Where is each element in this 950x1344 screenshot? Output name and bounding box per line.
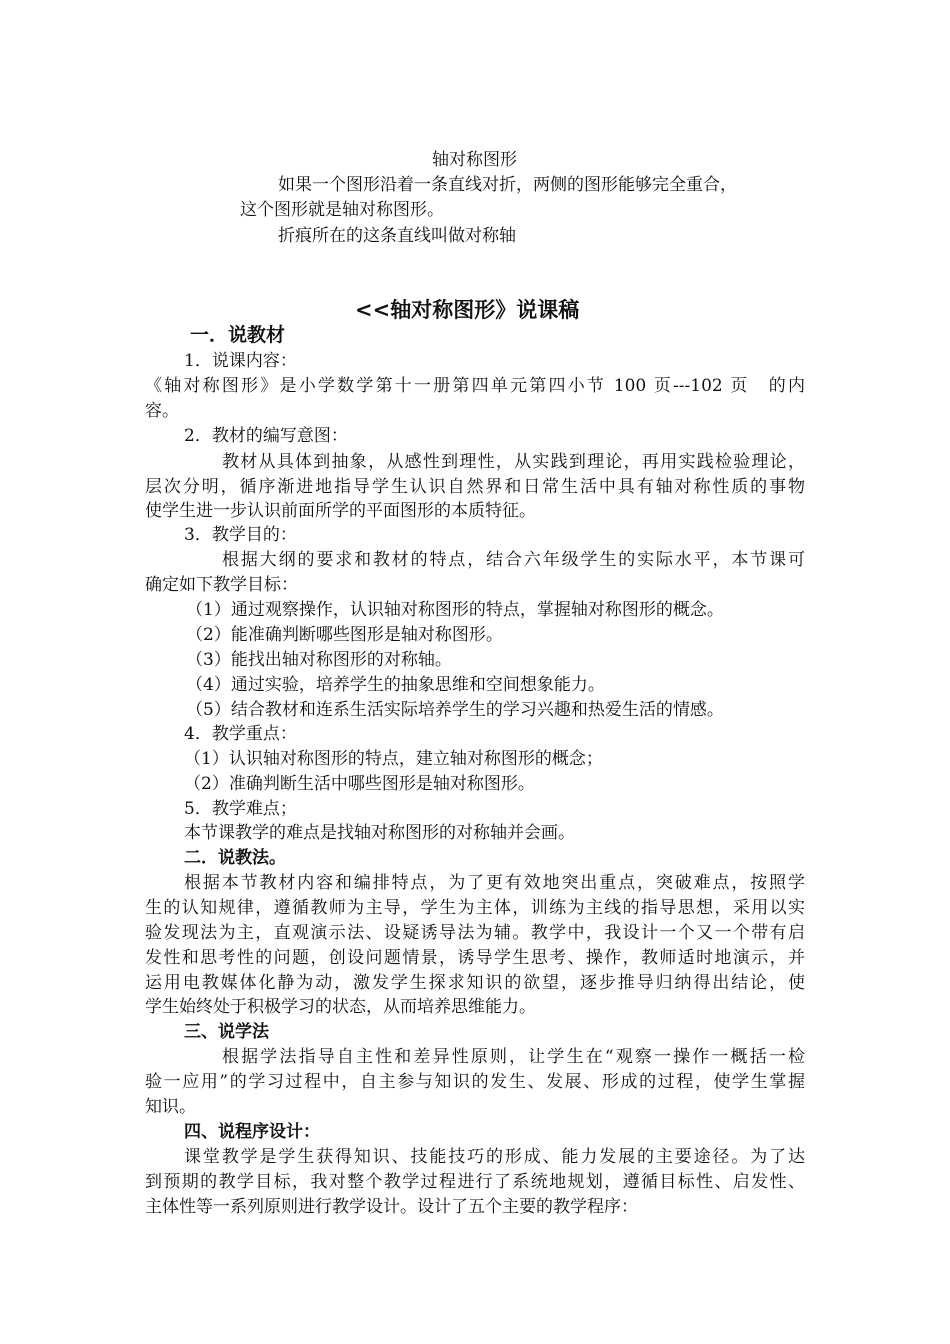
paragraph-line: 本节课教学的难点是找轴对称图形的对称轴并会画。: [184, 823, 575, 843]
list-item: （2）能准确判断哪些图形是轴对称图形。: [186, 625, 503, 645]
document-title: <<轴对称图形》说课稿: [355, 297, 580, 322]
paragraph-line: 到预期的教学目标，我对整个教学过程进行了系统地规划，遵循目标性、启发性、: [145, 1172, 805, 1192]
section-heading: 二．说教法。: [184, 848, 286, 868]
subsection-label: 5．教学难点；: [184, 799, 297, 819]
section-heading: 一．说教材: [190, 324, 286, 346]
list-item: （1）认识轴对称图形的特点，建立轴对称图形的概念；: [184, 749, 603, 769]
intro-line: 如果一个图形沿着一条直线对折，两侧的图形能够完全重合，: [278, 175, 737, 195]
paragraph-line: 根据学法指导自主性和差异性原则，让学生在“观察一操作一概括一检: [222, 1047, 805, 1067]
paragraph-line: 验发现法为主，直观演示法、设疑诱导法为辅。教学中，我设计一个又一个带有启: [145, 923, 805, 943]
paragraph-line: 知识。: [145, 1097, 196, 1117]
subsection-label: 4．教学重点：: [184, 724, 297, 744]
list-item: （1）通过观察操作，认识轴对称图形的特点，掌握轴对称图形的概念。: [186, 600, 724, 620]
paragraph-line: 根据大纲的要求和教材的特点，结合六年级学生的实际水平，本节课可: [222, 550, 805, 570]
paragraph-line: 学生始终处于积极学习的状态，从而培养思维能力。: [145, 997, 536, 1017]
list-item: （4）通过实验，培养学生的抽象思维和空间想象能力。: [186, 675, 605, 695]
subsection-label: 3．教学目的：: [184, 525, 297, 545]
section-heading: 三、说学法: [184, 1022, 269, 1042]
list-item: （3）能找出轴对称图形的对称轴。: [186, 650, 452, 670]
paragraph-line: 《轴对称图形》是小学数学第十一册第四单元第四小节 100 页---102 页 的内: [145, 376, 805, 396]
paragraph-line: 层次分明，循序渐进地指导学生认识自然界和日常生活中具有轴对称性质的事物: [145, 477, 805, 497]
paragraph-line: 生的认知规律，遵循教师为主导，学生为主体，训练为主线的指导思想，采用以实: [145, 898, 805, 918]
paragraph-line: 主体性等一系列原则进行教学设计。设计了五个主要的教学程序：: [145, 1197, 638, 1217]
intro-line: 折痕所在的这条直线叫做对称轴: [278, 226, 516, 246]
paragraph-line: 确定如下教学目标：: [145, 575, 298, 595]
list-item: （5）结合教材和连系生活实际培养学生的学习兴趣和热爱生活的情感。: [186, 700, 724, 720]
paragraph-line: 发性和思考性的问题，创设问题情景，诱导学生思考、操作，教师适时地演示，并: [145, 948, 805, 968]
paragraph-line: 教材从具体到抽象，从感性到理性，从实践到理论，再用实践检验理论，: [222, 452, 805, 472]
paragraph-line: 运用电教媒体化静为动，激发学生探求知识的欲望，逐步推导归纳得出结论，使: [145, 973, 805, 993]
intro-line: 这个图形就是轴对称图形。: [240, 200, 444, 220]
paragraph-line: 课堂教学是学生获得知识、技能技巧的形成、能力发展的主要途径。为了达: [184, 1147, 805, 1167]
paragraph-line: 容。: [145, 401, 179, 421]
paragraph-line: 根据本节教材内容和编排特点，为了更有效地突出重点，突破难点，按照学: [184, 873, 805, 893]
subsection-label: 1．说课内容：: [184, 351, 297, 371]
list-item: （2）准确判断生活中哪些图形是轴对称图形。: [184, 774, 535, 794]
paragraph-line: 使学生进一步认识前面所学的平面图形的本质特征。: [145, 501, 536, 521]
section-heading: 四、说程序设计：: [184, 1122, 320, 1142]
intro-heading: 轴对称图形: [432, 150, 517, 170]
subsection-label: 2．教材的编写意图：: [184, 426, 348, 446]
paragraph-line: 验一应用”的学习过程中，自主参与知识的发生、发展、形成的过程，使学生掌握: [145, 1072, 805, 1092]
